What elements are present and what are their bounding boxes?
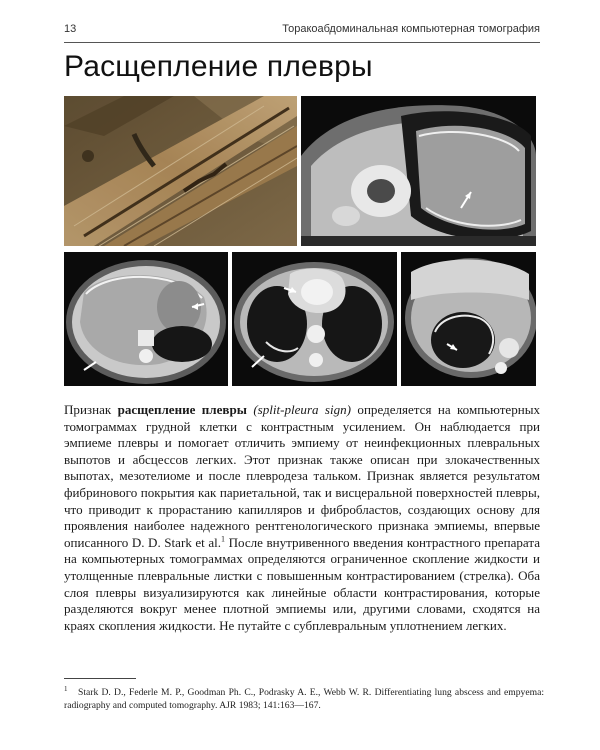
body-lead: Признак xyxy=(64,402,118,417)
reference-mark: 1 xyxy=(221,534,226,544)
body-text-part-2: После внутривенного введения контрастного препарата на компьютерных томограммах определяются ограниченное скопление жидкости и утолщенные плевральные листки с повышенным контрастированием (стрелка). Оба слоя плевры визуализируются как линейные области контрастирования, которые разделяются вокруг менее плотной эмпиемы или, другими словами, сходятся на краях скопления жидкости. Не путайте с субплевральным уплотнением легких. xyxy=(64,534,540,633)
term-english: (split-pleura sign) xyxy=(253,402,352,417)
chapter-title: Расщепление плевры xyxy=(64,50,373,83)
body-paragraph xyxy=(64,402,540,634)
body-text-part-1: определяется на компьютерных томограммах грудной клетки с контрастным усилением. Он наблюдается при эмпиеме плевры и помогает отличить эмпиему от неинфекционных плевральных выпотов и абсцессов легких. Этот признак также описан при злокачественных выпотах, мезотелиоме и после плевродеза тальком. Признак является результатом фибринового покрытия как париетальной, так и висцеральной поверхностей плевры, что приводит к прорастанию капилляров и фибробластов, создающих основу для проявления наиболее надежного рентгенологического признака эмпиемы, впервые описанного D. D. Stark et al. xyxy=(64,402,540,550)
running-header xyxy=(64,23,540,39)
book-title: Торакоабдоминальная компьютерная томография xyxy=(282,23,540,35)
header-rule xyxy=(64,42,540,43)
photo-split-log xyxy=(64,96,297,246)
ct-image-upper-right xyxy=(301,96,536,246)
ct-image-lower-middle xyxy=(232,252,397,386)
term-bold: расщепление плевры xyxy=(117,402,247,417)
footnote-rule xyxy=(64,678,136,679)
ct-image-lower-left xyxy=(64,252,228,386)
page-number: 13 xyxy=(64,23,77,35)
ct-image-lower-right xyxy=(401,252,536,386)
footnote: 1 Stark D. D., Federle M. P., Goodman Ph. C., Podrasky A. E., Webb W. R. Differentiating lung abscess and empyema: radiography and computed tomography. AJR 1983; 141:163—167. xyxy=(64,684,544,711)
footnote-text: Stark D. D., Federle M. P., Goodman Ph. C., Podrasky A. E., Webb W. R. Differentiating lung abscess and empyema: radiography and computed tomography. AJR 1983; 141:163—167. xyxy=(64,687,544,711)
